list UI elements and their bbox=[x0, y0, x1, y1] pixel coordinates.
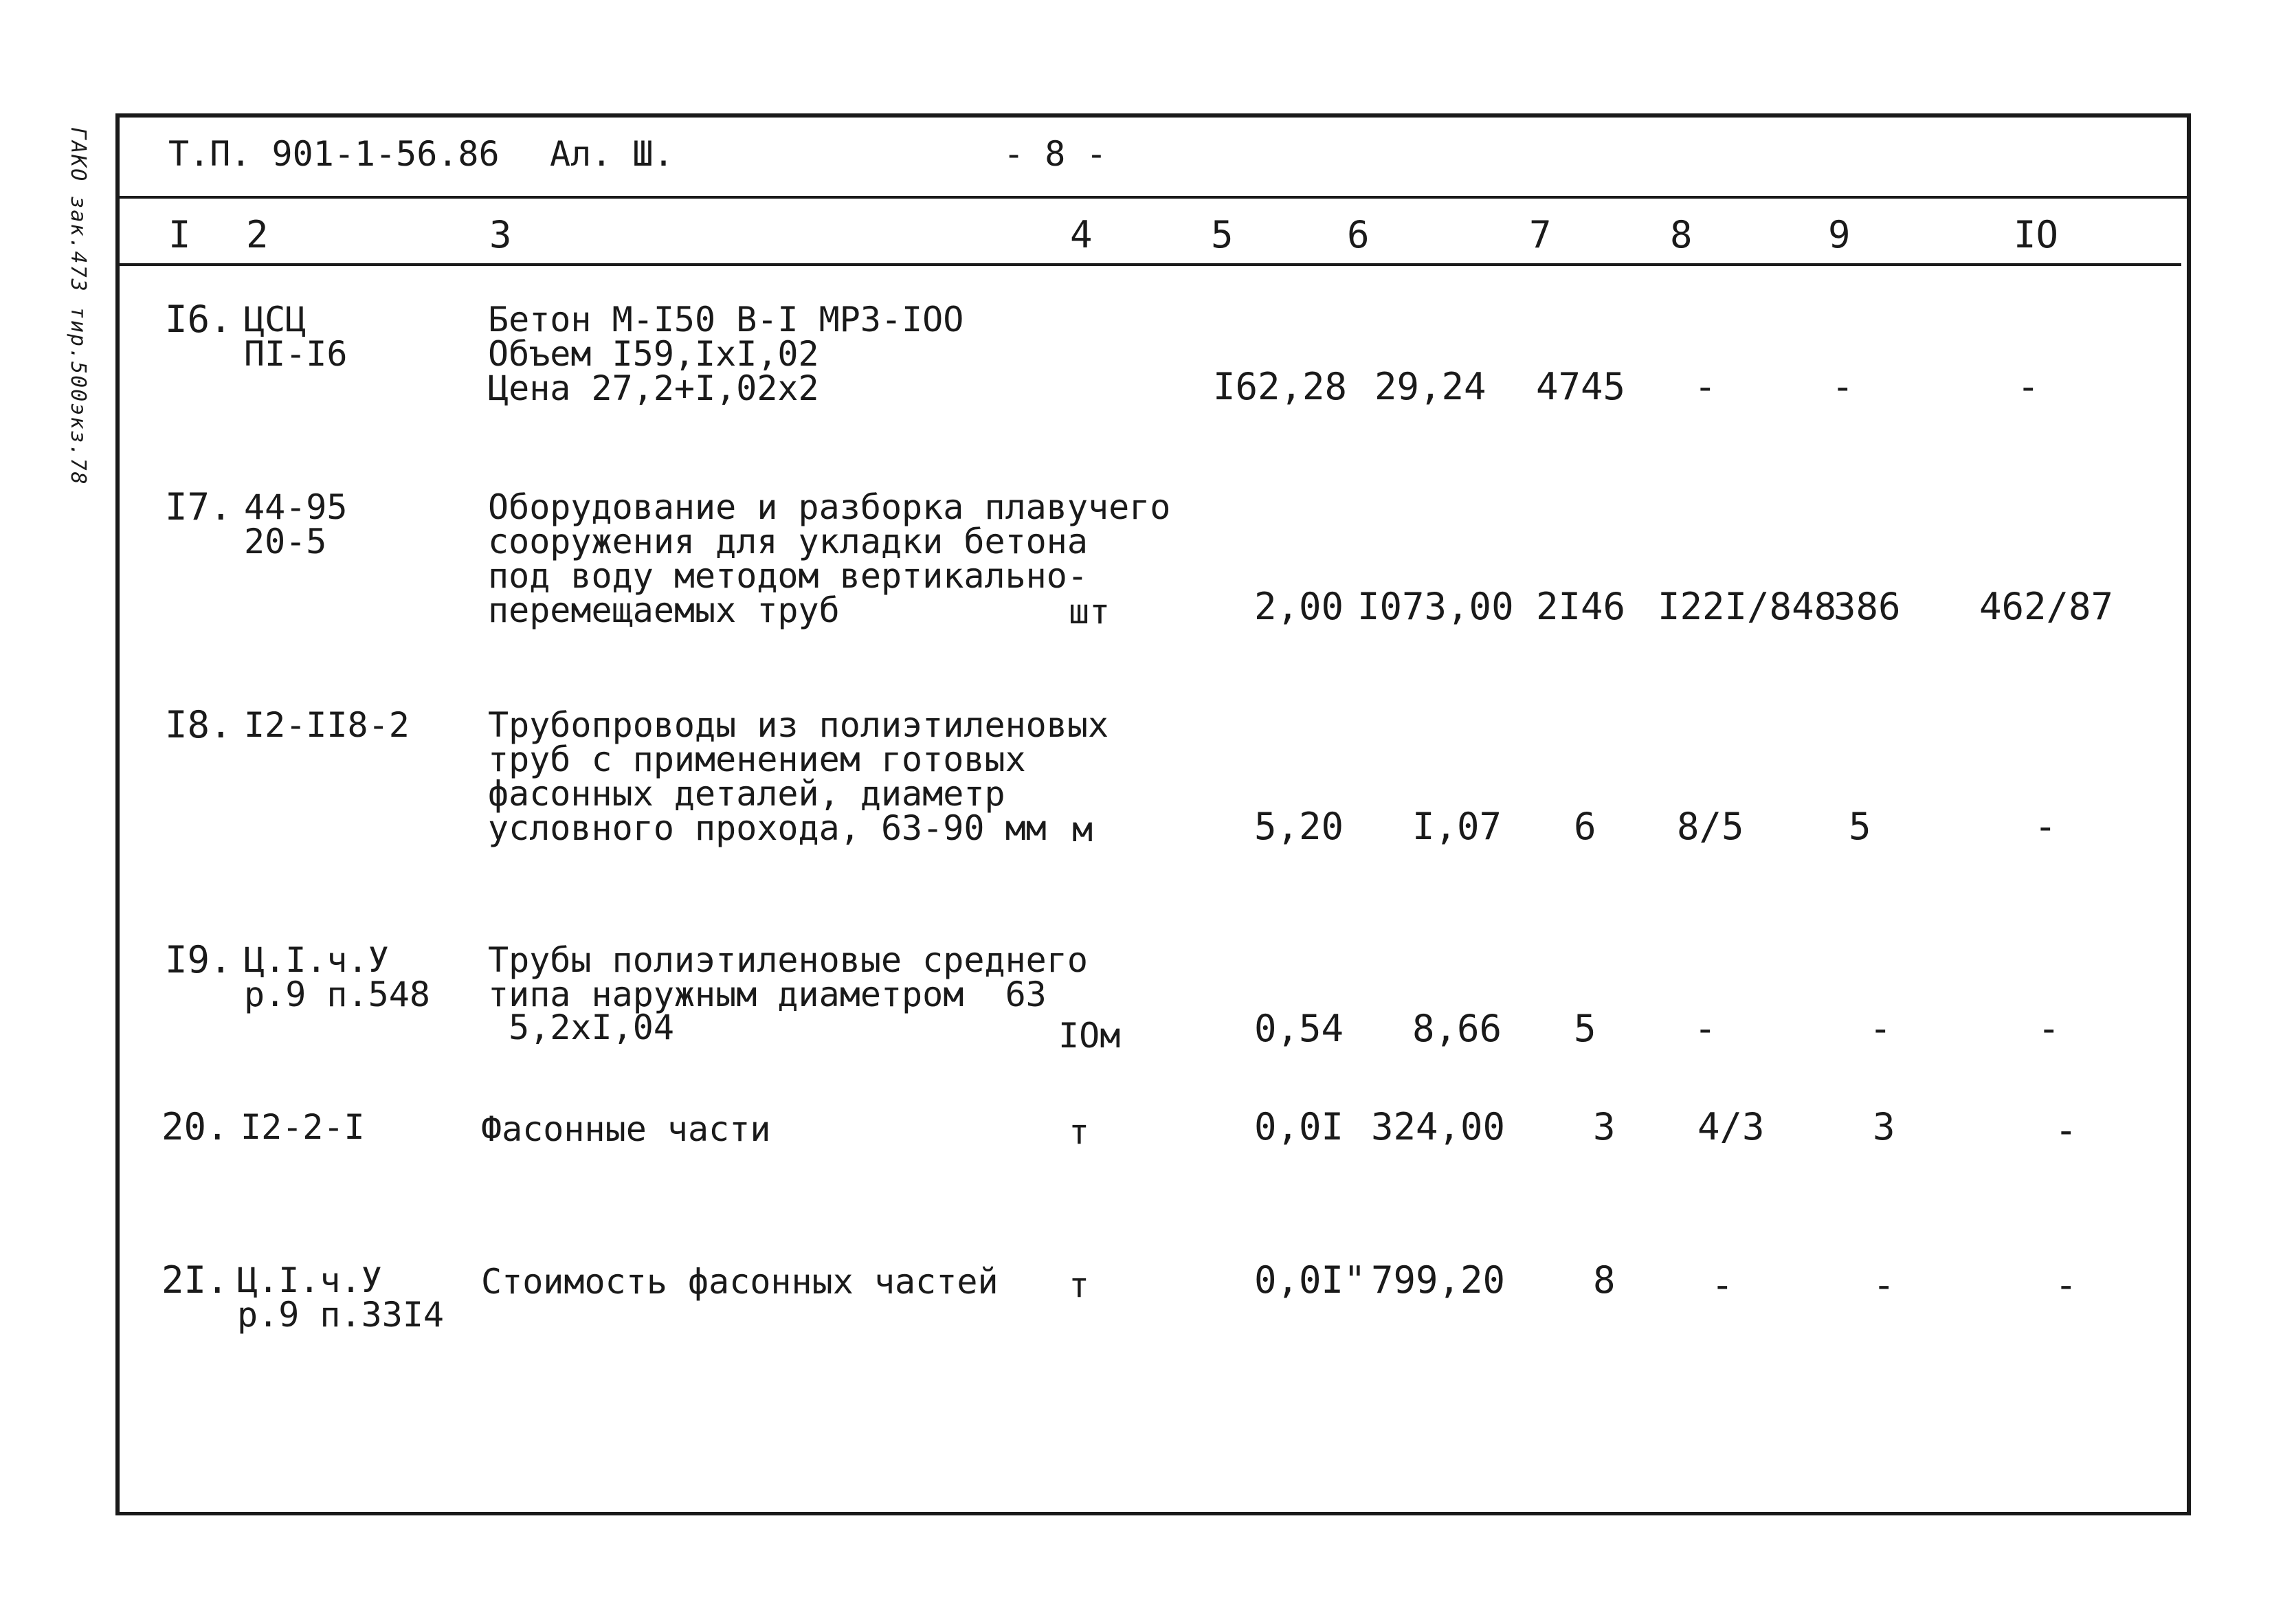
album-label: Ал. Ш. bbox=[550, 134, 674, 174]
quantity: 2,00 bbox=[1254, 585, 1344, 628]
unit-cost: 324,00 bbox=[1371, 1105, 1506, 1148]
quantity: 0,0I" bbox=[1254, 1258, 1366, 1302]
row-number: 2I. bbox=[162, 1258, 229, 1302]
col-num-7: 7 bbox=[1529, 213, 1552, 256]
rate-code-line: I2-II8-2 bbox=[244, 705, 410, 745]
rate-code-line: ЦСЦ bbox=[244, 300, 307, 340]
col-num-10: IO bbox=[2014, 213, 2059, 256]
total-cost: 3 bbox=[1593, 1105, 1616, 1148]
machine-wages: - bbox=[2038, 1007, 2060, 1050]
work-description-line: сооружения для укладки бетона bbox=[488, 522, 1088, 561]
column-header-divider bbox=[120, 263, 2181, 266]
header-divider bbox=[120, 196, 2188, 199]
wages: - bbox=[1711, 1263, 1734, 1306]
unit-cost: I073,00 bbox=[1357, 585, 1514, 628]
page-number: - 8 - bbox=[1003, 134, 1107, 174]
wages: - bbox=[1694, 1007, 1717, 1050]
row-number: I7. bbox=[165, 485, 232, 529]
work-description-line: Фасонные части bbox=[481, 1109, 771, 1149]
row-number: 20. bbox=[162, 1105, 229, 1148]
archive-stamp bbox=[65, 127, 93, 512]
work-description-line: труб с применением готовых bbox=[488, 739, 1026, 779]
unit: IOм bbox=[1058, 1016, 1121, 1056]
rate-code-line: р.9 п.548 bbox=[244, 975, 430, 1014]
archive-stamp-text: ГАКО зак.473 тир.500экз.78 bbox=[66, 127, 90, 486]
rate-code-line: 44-95 bbox=[244, 487, 348, 527]
col-num-6: 6 bbox=[1347, 213, 1370, 256]
work-description-line: фасонных деталей, диаметр bbox=[488, 774, 1005, 814]
machine-wages: 462/87 bbox=[1979, 585, 2114, 628]
col-num-8: 8 bbox=[1670, 213, 1693, 256]
rate-code-line: ПI-I6 bbox=[244, 334, 348, 374]
row-number: I8. bbox=[165, 703, 232, 746]
machine-operation: 386 bbox=[1834, 585, 1901, 628]
unit: т bbox=[1069, 1265, 1090, 1305]
work-description-line: Трубы полиэтиленовые среднего bbox=[488, 940, 1088, 980]
work-description-line: Стоимость фасонных частей bbox=[481, 1262, 999, 1302]
unit-cost: I,07 bbox=[1412, 805, 1502, 848]
wages: 8/5 bbox=[1677, 805, 1744, 848]
rate-code-line: I2-2-I bbox=[241, 1107, 365, 1147]
machine-operation: 5 bbox=[1849, 805, 1871, 848]
total-cost: 4745 bbox=[1536, 365, 1626, 408]
total-cost: 5 bbox=[1574, 1007, 1596, 1050]
rate-code-line: Ц.I.ч.У bbox=[244, 940, 389, 980]
work-description-line: Бетон М-I50 В-I МРЗ-IOO bbox=[488, 300, 964, 340]
work-description-line: условного прохода, 63-90 мм bbox=[488, 808, 1047, 848]
machine-wages: - bbox=[2055, 1109, 2078, 1152]
quantity: 0,0I bbox=[1254, 1105, 1344, 1148]
work-description-line: Трубопроводы из полиэтиленовых bbox=[488, 705, 1109, 745]
row-number: I9. bbox=[165, 938, 232, 981]
rate-code-line: 20-5 bbox=[244, 522, 327, 561]
row-number: I6. bbox=[165, 298, 232, 341]
col-num-5: 5 bbox=[1211, 213, 1234, 256]
machine-operation: 3 bbox=[1873, 1105, 1895, 1148]
machine-operation: - bbox=[1831, 365, 1854, 408]
wages: I22I/848 bbox=[1658, 585, 1837, 628]
quantity: I62,28 bbox=[1213, 365, 1348, 408]
work-description-line: под воду методом вертикально- bbox=[488, 556, 1088, 596]
unit: т bbox=[1069, 1112, 1090, 1152]
rate-code-line: Ц.I.ч.У bbox=[237, 1260, 382, 1300]
col-num-2: 2 bbox=[246, 213, 269, 256]
work-description-line: типа наружным диаметром 63 bbox=[488, 975, 1047, 1014]
unit-cost: 8,66 bbox=[1412, 1007, 1502, 1050]
doc-code: Т.П. 901-1-56.86 bbox=[168, 134, 500, 174]
unit: шт bbox=[1069, 592, 1111, 632]
work-description-line: 5,2хI,04 bbox=[488, 1008, 674, 1047]
work-description-line: Цена 27,2+I,02х2 bbox=[488, 368, 819, 408]
work-description-line: Объем I59,IхI,02 bbox=[488, 334, 819, 374]
col-num-9: 9 bbox=[1828, 213, 1851, 256]
machine-operation: - bbox=[1873, 1263, 1895, 1306]
quantity: 0,54 bbox=[1254, 1007, 1344, 1050]
col-num-4: 4 bbox=[1070, 213, 1093, 256]
col-num-3: 3 bbox=[489, 213, 512, 256]
unit-cost: 29,24 bbox=[1374, 365, 1486, 408]
machine-wages: - bbox=[2034, 805, 2057, 848]
work-description-line: перемещаемых труб bbox=[488, 590, 840, 630]
total-cost: 8 bbox=[1593, 1258, 1616, 1302]
machine-operation: - bbox=[1869, 1007, 1892, 1050]
work-description-line: Оборудование и разборка плавучего bbox=[488, 487, 1171, 527]
machine-wages: - bbox=[2055, 1263, 2078, 1306]
wages: 4/3 bbox=[1697, 1105, 1765, 1148]
total-cost: 6 bbox=[1574, 805, 1596, 848]
machine-wages: - bbox=[2017, 365, 2040, 408]
rate-code-line: р.9 п.33I4 bbox=[237, 1295, 445, 1335]
quantity: 5,20 bbox=[1254, 805, 1344, 848]
total-cost: 2I46 bbox=[1536, 585, 1626, 628]
wages: - bbox=[1694, 365, 1717, 408]
col-num-1: I bbox=[168, 213, 191, 256]
unit: м bbox=[1072, 810, 1093, 849]
unit-cost: 799,20 bbox=[1371, 1258, 1506, 1302]
